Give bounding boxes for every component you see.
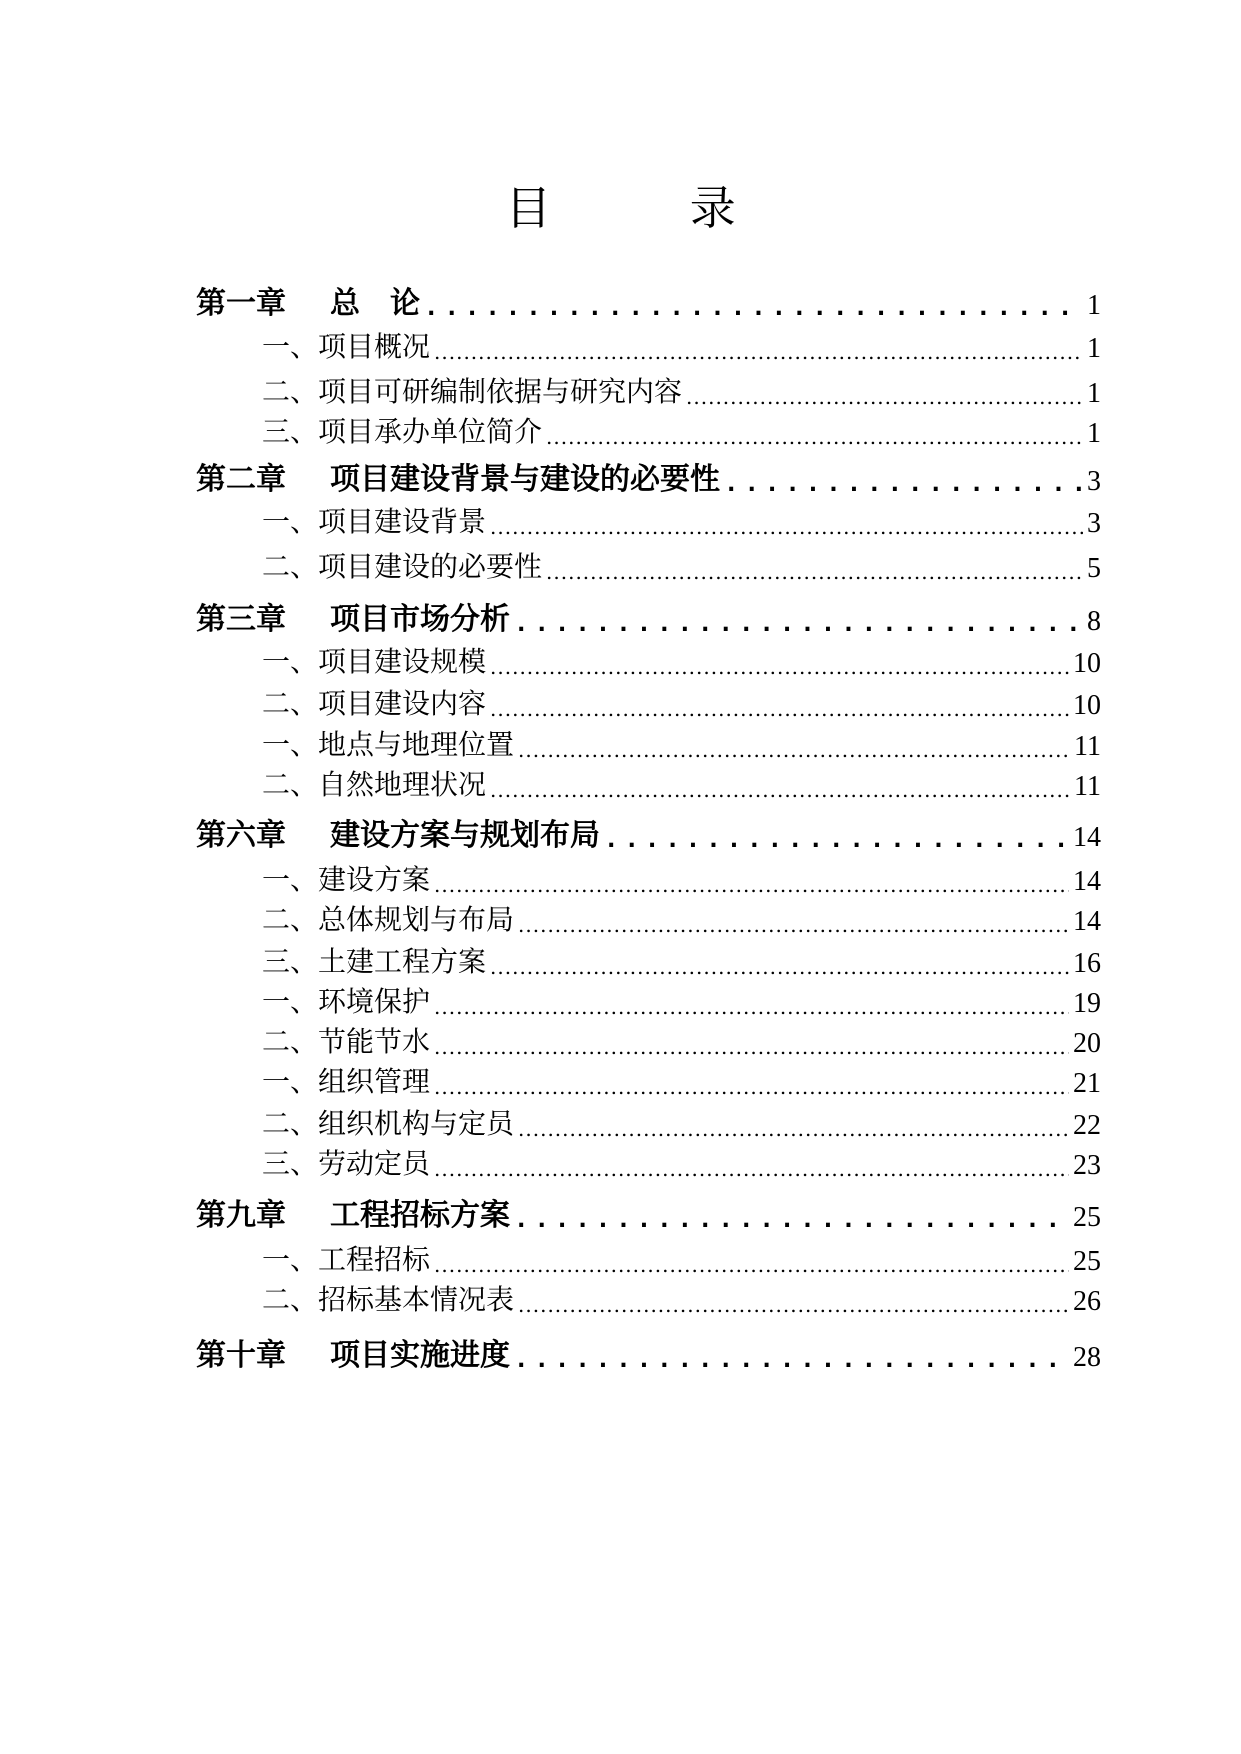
- dot-leader: [490, 514, 1083, 540]
- section-title: 二、项目建设内容: [262, 687, 487, 720]
- toc-section-entry[interactable]: [196, 1144, 1101, 1182]
- page-number: 16: [1073, 948, 1101, 979]
- page-number: 1: [1087, 290, 1101, 321]
- page-number: 19: [1073, 988, 1101, 1019]
- section-title: 三、项目承办单位简介: [262, 415, 543, 448]
- chapter-heading: [196, 1330, 510, 1374]
- section-title: 一、项目建设背景: [262, 505, 487, 538]
- toc-section-entry[interactable]: [196, 982, 1101, 1020]
- dot-leader: [490, 654, 1069, 680]
- dot-leader: [514, 608, 1083, 638]
- chapter-number: 第三章: [196, 602, 286, 637]
- dot-leader: [490, 696, 1069, 722]
- section-title: 一、项目概况: [262, 330, 431, 363]
- toc-chapter-entry[interactable]: [196, 284, 1101, 322]
- toc-chapter-entry[interactable]: [196, 1196, 1101, 1234]
- page-number: 1: [1087, 378, 1101, 409]
- section-title: 一、地点与地理位置: [262, 728, 515, 761]
- page-number: 14: [1073, 822, 1101, 853]
- section-title: 一、环境保护: [262, 985, 431, 1018]
- toc-section-entry[interactable]: [196, 412, 1101, 450]
- section-title: 三、劳动定员: [262, 1147, 431, 1180]
- section-title: 二、总体规划与布局: [262, 903, 515, 936]
- chapter-title: 建设方案与规划布局: [330, 818, 600, 853]
- page-title: 目 录: [505, 181, 798, 235]
- page-number: 26: [1073, 1286, 1101, 1317]
- toc-section-entry[interactable]: [196, 642, 1101, 680]
- dot-leader: [518, 912, 1069, 938]
- dot-leader: [434, 1074, 1069, 1100]
- dot-leader: [604, 824, 1069, 854]
- chapter-title: 工程招标方案: [330, 1198, 510, 1233]
- section-title: 一、建设方案: [262, 863, 431, 896]
- chapter-title: 总 论: [330, 286, 420, 321]
- toc-section-entry[interactable]: [196, 547, 1101, 585]
- toc-section-entry[interactable]: [196, 1062, 1101, 1100]
- dot-leader: [490, 777, 1070, 803]
- dot-leader: [434, 1252, 1069, 1278]
- toc-section-entry[interactable]: [196, 1280, 1101, 1318]
- page-number: 1: [1087, 418, 1101, 449]
- page-number: 25: [1073, 1246, 1101, 1277]
- chapter-heading: [196, 1190, 510, 1234]
- dot-leader: [434, 1034, 1069, 1060]
- section-title: 一、项目建设规模: [262, 645, 487, 678]
- toc-chapter-entry[interactable]: [196, 600, 1101, 638]
- chapter-title: 项目建设背景与建设的必要性: [330, 462, 720, 497]
- dot-leader: [434, 339, 1083, 365]
- chapter-number: 第六章: [196, 818, 286, 853]
- toc-section-entry[interactable]: [196, 372, 1101, 410]
- toc-section-entry[interactable]: [196, 1240, 1101, 1278]
- dot-leader: [724, 468, 1083, 498]
- toc-chapter-entry[interactable]: [196, 460, 1101, 498]
- section-title: 三、土建工程方案: [262, 945, 487, 978]
- toc-section-entry[interactable]: [196, 860, 1101, 898]
- dot-leader: [434, 1156, 1069, 1182]
- dot-leader: [546, 559, 1083, 585]
- page-number: 3: [1087, 508, 1101, 539]
- page-number: 1: [1087, 333, 1101, 364]
- dot-leader: [518, 737, 1070, 763]
- page-number: 20: [1073, 1028, 1101, 1059]
- page-number: 8: [1087, 606, 1101, 637]
- section-title: 一、工程招标: [262, 1243, 431, 1276]
- dot-leader: [514, 1204, 1069, 1234]
- toc-section-entry[interactable]: [196, 942, 1101, 980]
- chapter-number: 第十章: [196, 1338, 286, 1373]
- chapter-heading: [196, 810, 600, 854]
- chapter-number: 第九章: [196, 1198, 286, 1233]
- section-title: 二、自然地理状况: [262, 768, 487, 801]
- toc-section-entry[interactable]: [196, 502, 1101, 540]
- section-title: 二、节能节水: [262, 1025, 431, 1058]
- toc-section-entry[interactable]: [196, 765, 1101, 803]
- page-number: 22: [1073, 1110, 1101, 1141]
- page-number: 28: [1073, 1342, 1101, 1373]
- page-number: 23: [1073, 1150, 1101, 1181]
- toc-section-entry[interactable]: [196, 684, 1101, 722]
- dot-leader: [686, 384, 1083, 410]
- dot-leader: [514, 1344, 1069, 1374]
- dot-leader: [518, 1292, 1069, 1318]
- chapter-heading: [196, 454, 720, 498]
- section-title: 二、组织机构与定员: [262, 1107, 515, 1140]
- page-number: 11: [1074, 771, 1101, 802]
- page-number: 14: [1073, 866, 1101, 897]
- chapter-number: 第一章: [196, 286, 286, 321]
- section-title: 一、组织管理: [262, 1065, 431, 1098]
- page-number: 10: [1073, 690, 1101, 721]
- page-number: 21: [1073, 1068, 1101, 1099]
- section-title: 二、项目可研编制依据与研究内容: [262, 375, 683, 408]
- toc-chapter-entry[interactable]: [196, 816, 1101, 854]
- chapter-heading: [196, 278, 420, 322]
- dot-leader: [434, 872, 1069, 898]
- toc-section-entry[interactable]: [196, 1104, 1101, 1142]
- chapter-title: 项目市场分析: [330, 602, 510, 637]
- dot-leader: [490, 954, 1069, 980]
- toc-section-entry[interactable]: [196, 900, 1101, 938]
- page-number: 10: [1073, 648, 1101, 679]
- chapter-heading: [196, 594, 510, 638]
- toc-section-entry[interactable]: [196, 725, 1101, 763]
- chapter-title: 项目实施进度: [330, 1338, 510, 1373]
- page-number: 5: [1087, 553, 1101, 584]
- dot-leader: [424, 292, 1083, 322]
- toc-section-entry[interactable]: [196, 1022, 1101, 1060]
- dot-leader: [546, 424, 1083, 450]
- toc-section-entry[interactable]: [196, 327, 1101, 365]
- section-title: 二、项目建设的必要性: [262, 550, 543, 583]
- page-number: 11: [1074, 731, 1101, 762]
- dot-leader: [518, 1116, 1069, 1142]
- page-number: 25: [1073, 1202, 1101, 1233]
- page-number: 14: [1073, 906, 1101, 937]
- chapter-number: 第二章: [196, 462, 286, 497]
- toc-chapter-entry[interactable]: [196, 1336, 1101, 1374]
- section-title: 二、招标基本情况表: [262, 1283, 515, 1316]
- page-number: 3: [1087, 466, 1101, 497]
- dot-leader: [434, 994, 1069, 1020]
